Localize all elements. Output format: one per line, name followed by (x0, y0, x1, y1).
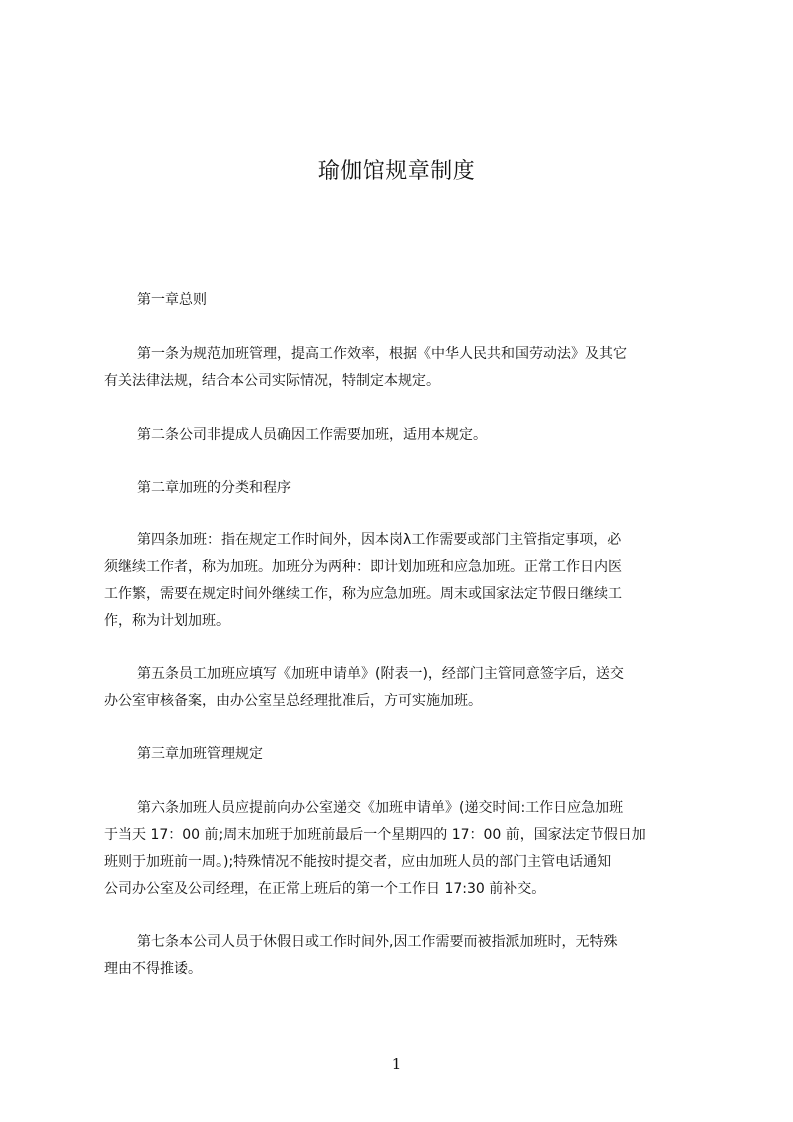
paragraph-line: 第一条为规范加班管理，提高工作效率，根据《中华人民共和国劳动法》及其它 (137, 346, 627, 362)
chapter-heading (104, 741, 700, 768)
paragraph-line: 理由不得推诿。 (104, 961, 202, 977)
paragraph-line: 作，称为计划加班。 (104, 613, 230, 629)
paragraph-line: 有关法律法规，结合本公司实际情况，特制定本规定。 (104, 373, 440, 389)
paragraph-line: 班则于加班前一周。);特殊情况不能按时提交者，应由加班人员的部门主管电话通知 (104, 854, 612, 870)
paragraph-line: 第七条本公司人员于休假日或工作时间外,因工作需要而被指派加班时，无特殊 (137, 934, 618, 950)
article-paragraph (104, 929, 700, 983)
paragraph-line: 第四条加班：指在规定工作时间外，因本岗λ工作需要或部门主管指定事项，必 (137, 532, 622, 548)
paragraph-line: 第三章加班管理规定 (137, 746, 263, 762)
paragraph-line: 第二条公司非提成人员确因工作需要加班，适用本规定。 (137, 427, 487, 443)
chapter-heading (104, 475, 700, 502)
paragraph-line: 办公室审核备案，由办公室呈总经理批准后，方可实施加班。 (104, 693, 482, 709)
article-paragraph (104, 527, 700, 635)
paragraph-line: 公司办公室及公司经理，在正常上班后的第一个工作日 17:30 前补交。 (104, 881, 546, 897)
paragraph-line: 第六条加班人员应提前向办公室递交《加班申请单》(递交时间:工作日应急加班 (137, 800, 624, 816)
article-paragraph (104, 661, 700, 715)
document-title: 瑜伽馆规章制度 (317, 158, 476, 184)
paragraph-line: 须继续工作者，称为加班。加班分为两种：即计划加班和应急加班。正常工作日内医 (104, 559, 622, 575)
article-paragraph (104, 341, 700, 395)
paragraph-line: 第二章加班的分类和程序 (137, 480, 291, 496)
chapter-heading (104, 287, 700, 314)
paragraph-line: 工作繁，需要在规定时间外继续工作，称为应急加班。周末或国家法定节假日继续工 (104, 586, 622, 602)
page-number: 1 (391, 1055, 402, 1073)
article-paragraph (104, 422, 700, 449)
paragraph-line: 第一章总则 (137, 292, 207, 308)
paragraph-line: 于当天 17：00 前;周末加班于加班前最后一个星期四的 17：00 前，国家法定节假日加 (104, 827, 646, 843)
article-paragraph (104, 795, 700, 903)
paragraph-line: 第五条员工加班应填写《加班申请单》(附表一)，经部门主管同意签字后，送交 (137, 666, 624, 682)
